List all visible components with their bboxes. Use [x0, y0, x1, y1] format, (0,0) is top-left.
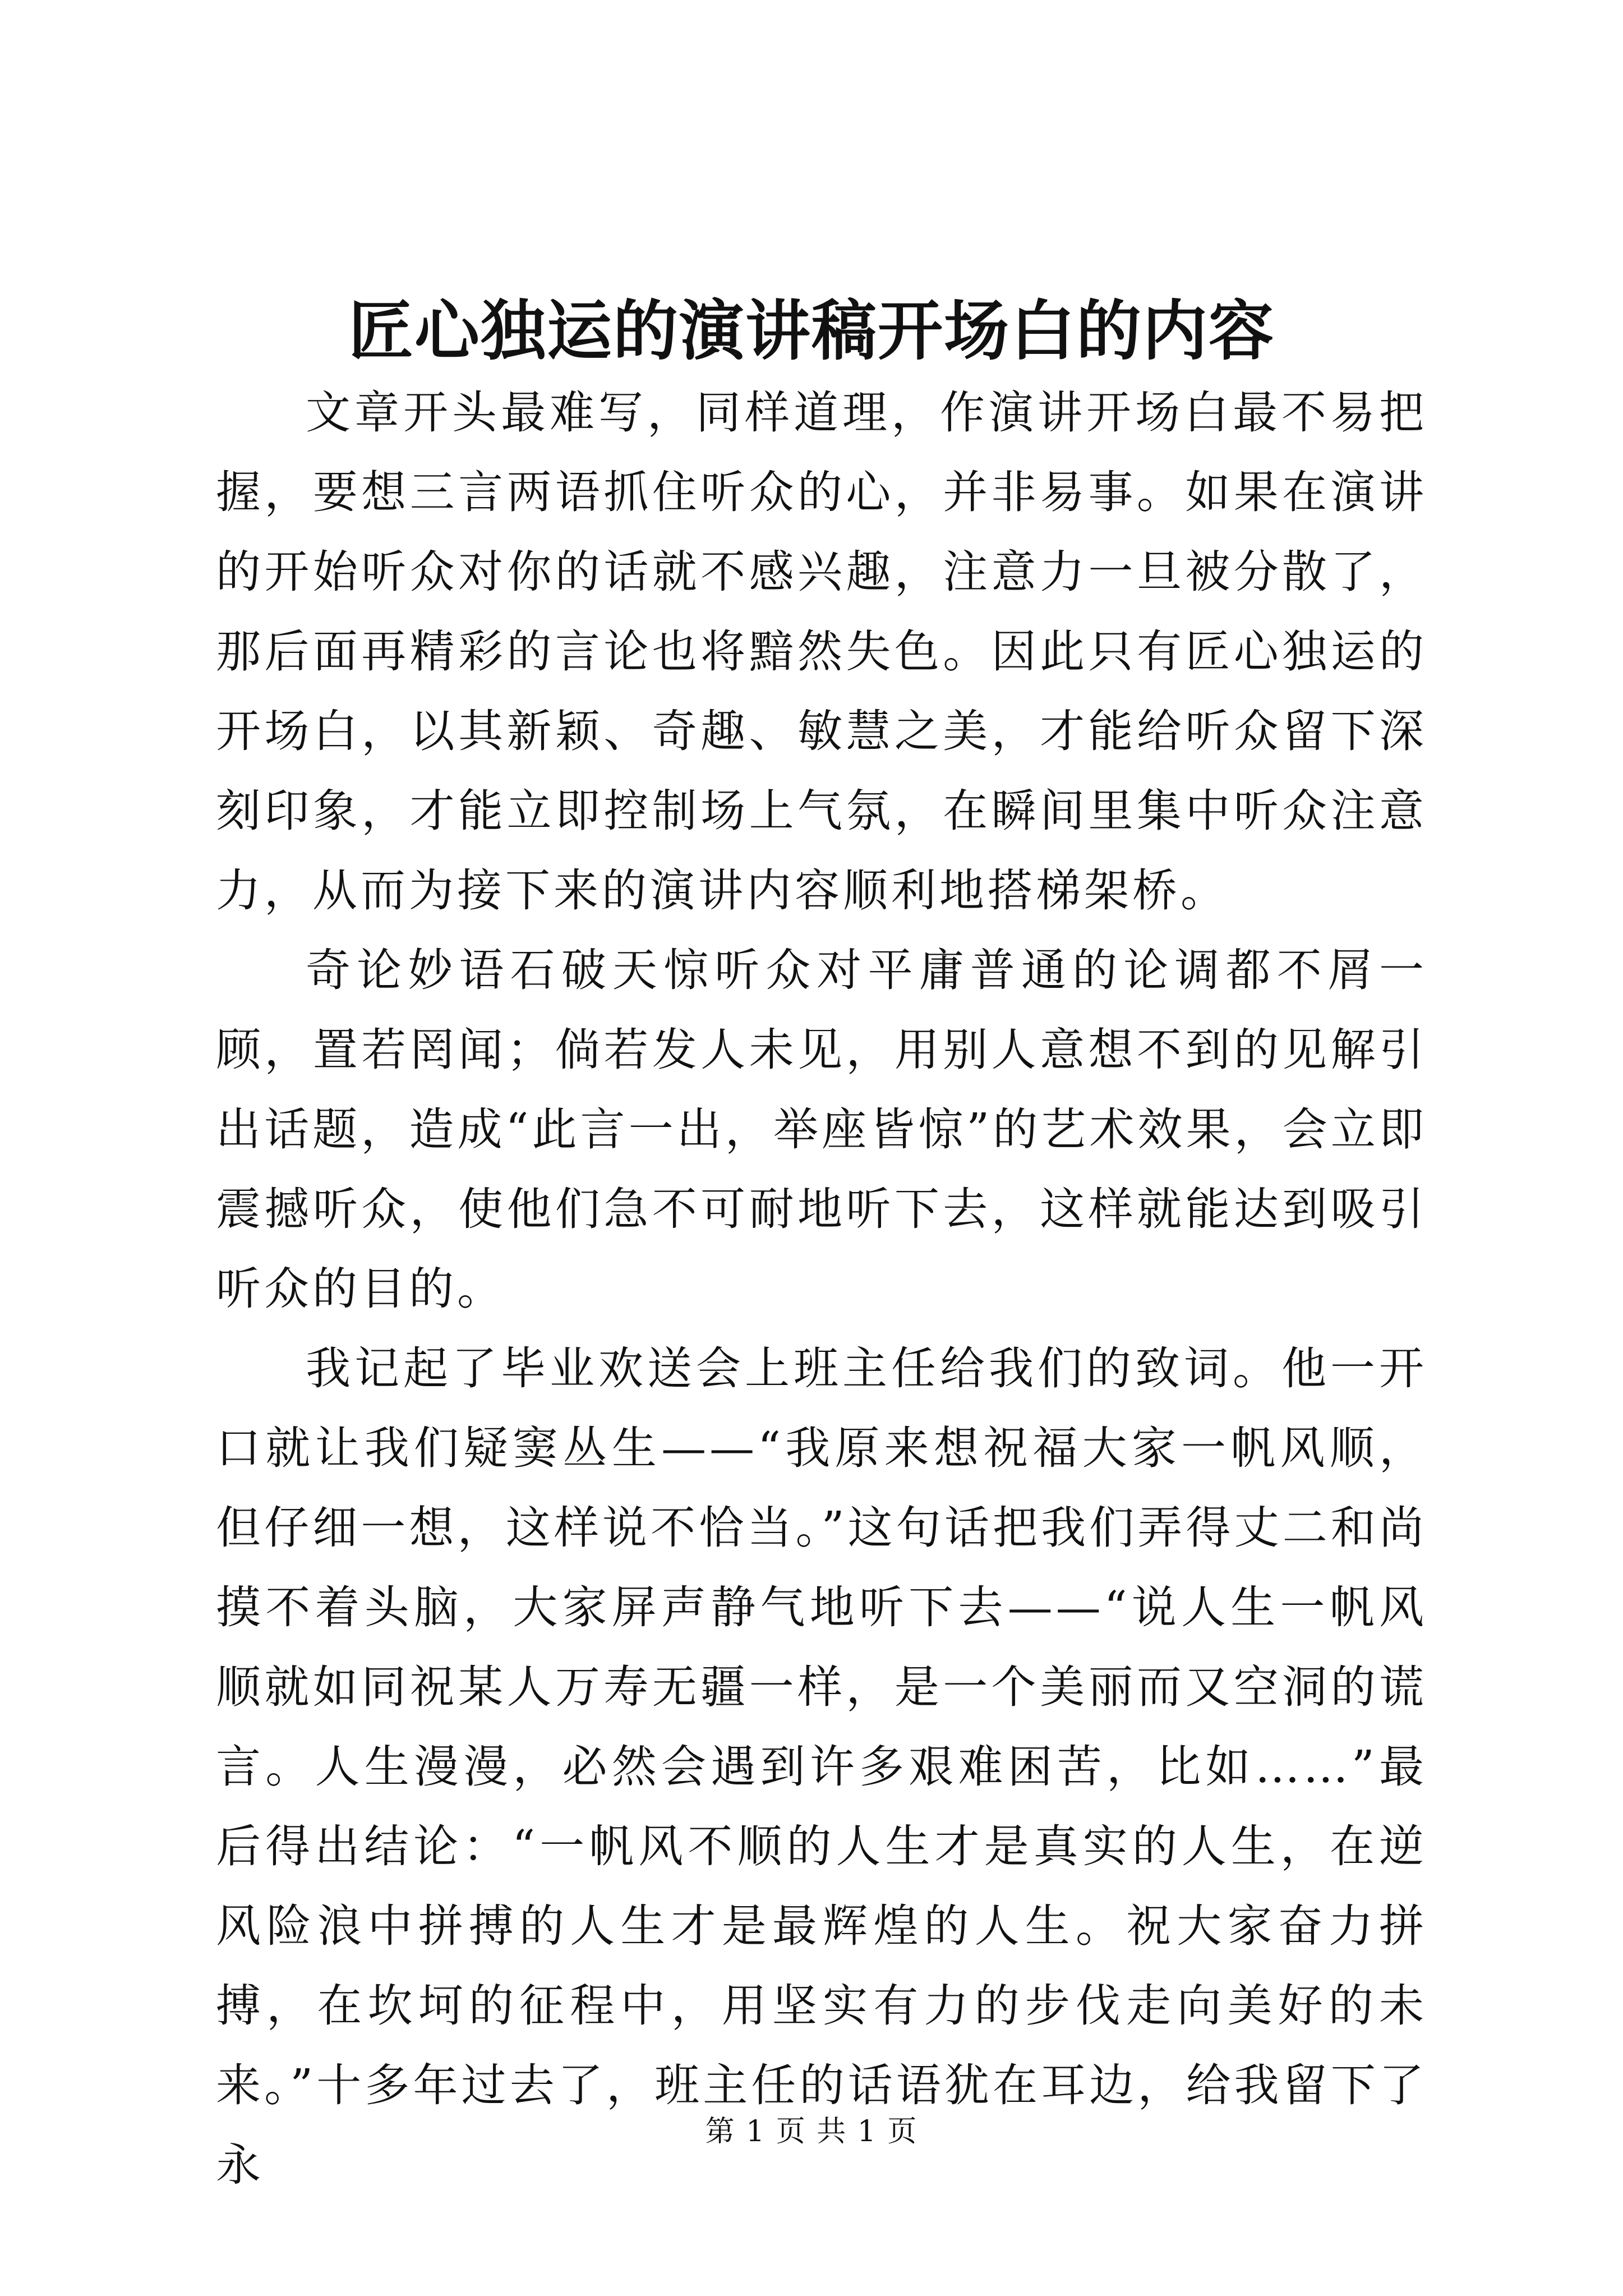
page-footer: 第 1 页 共 1 页	[705, 2115, 918, 2148]
paragraph-1: 文章开头最难写，同样道理，作演讲开场白最不易把握，要想三言两语抓住听众的心，并非易事。如果在演讲的开始听众对你的话就不感兴趣，注意力一旦被分散了，那后面再精彩的言论也将黯然失色。因此只有匠心独运的开场白，以其新颖、奇趣、敏慧之美，才能给听众留下深刻印象，才能立即控制场上气氛，在瞬间里集中听众注意力，从而为接下来的演讲内容顺利地搭梯架桥。	[216, 386, 1427, 917]
document-title: 匠心独运的演讲稿开场白的内容	[348, 293, 1275, 369]
paragraph-2: 奇论妙语石破天惊听众对平庸普通的论调都不屑一顾，置若罔闻；倘若发人未见，用别人意想不到的见解引出话题，造成“此言一出，举座皆惊”的艺术效果，会立即震撼听众，使他们急不可耐地听下去，这样就能达到吸引听众的目的。	[216, 944, 1427, 1315]
document-body	[216, 373, 1427, 2205]
paragraph-3: 我记起了毕业欢送会上班主任给我们的致词。他一开口就让我们疑窦丛生——“我原来想祝福大家一帆风顺，但仔细一想，这样说不恰当。”这句话把我们弄得丈二和尚摸不着头脑，大家屏声静气地听下去——“说人生一帆风顺就如同祝某人万寿无疆一样，是一个美丽而又空洞的谎言。人生漫漫，必然会遇到许多艰难困苦，比如……”最后得出结论：“一帆风不顺的人生才是真实的人生，在逆风险浪中拼搏的人生才是最辉煌的人生。祝大家奋力拼搏，在坎坷的征程中，用坚实有力的步伐走向美好的未来。”十多年过去了，班主任的话语犹在耳边，给我留下了永	[216, 1342, 1427, 2191]
